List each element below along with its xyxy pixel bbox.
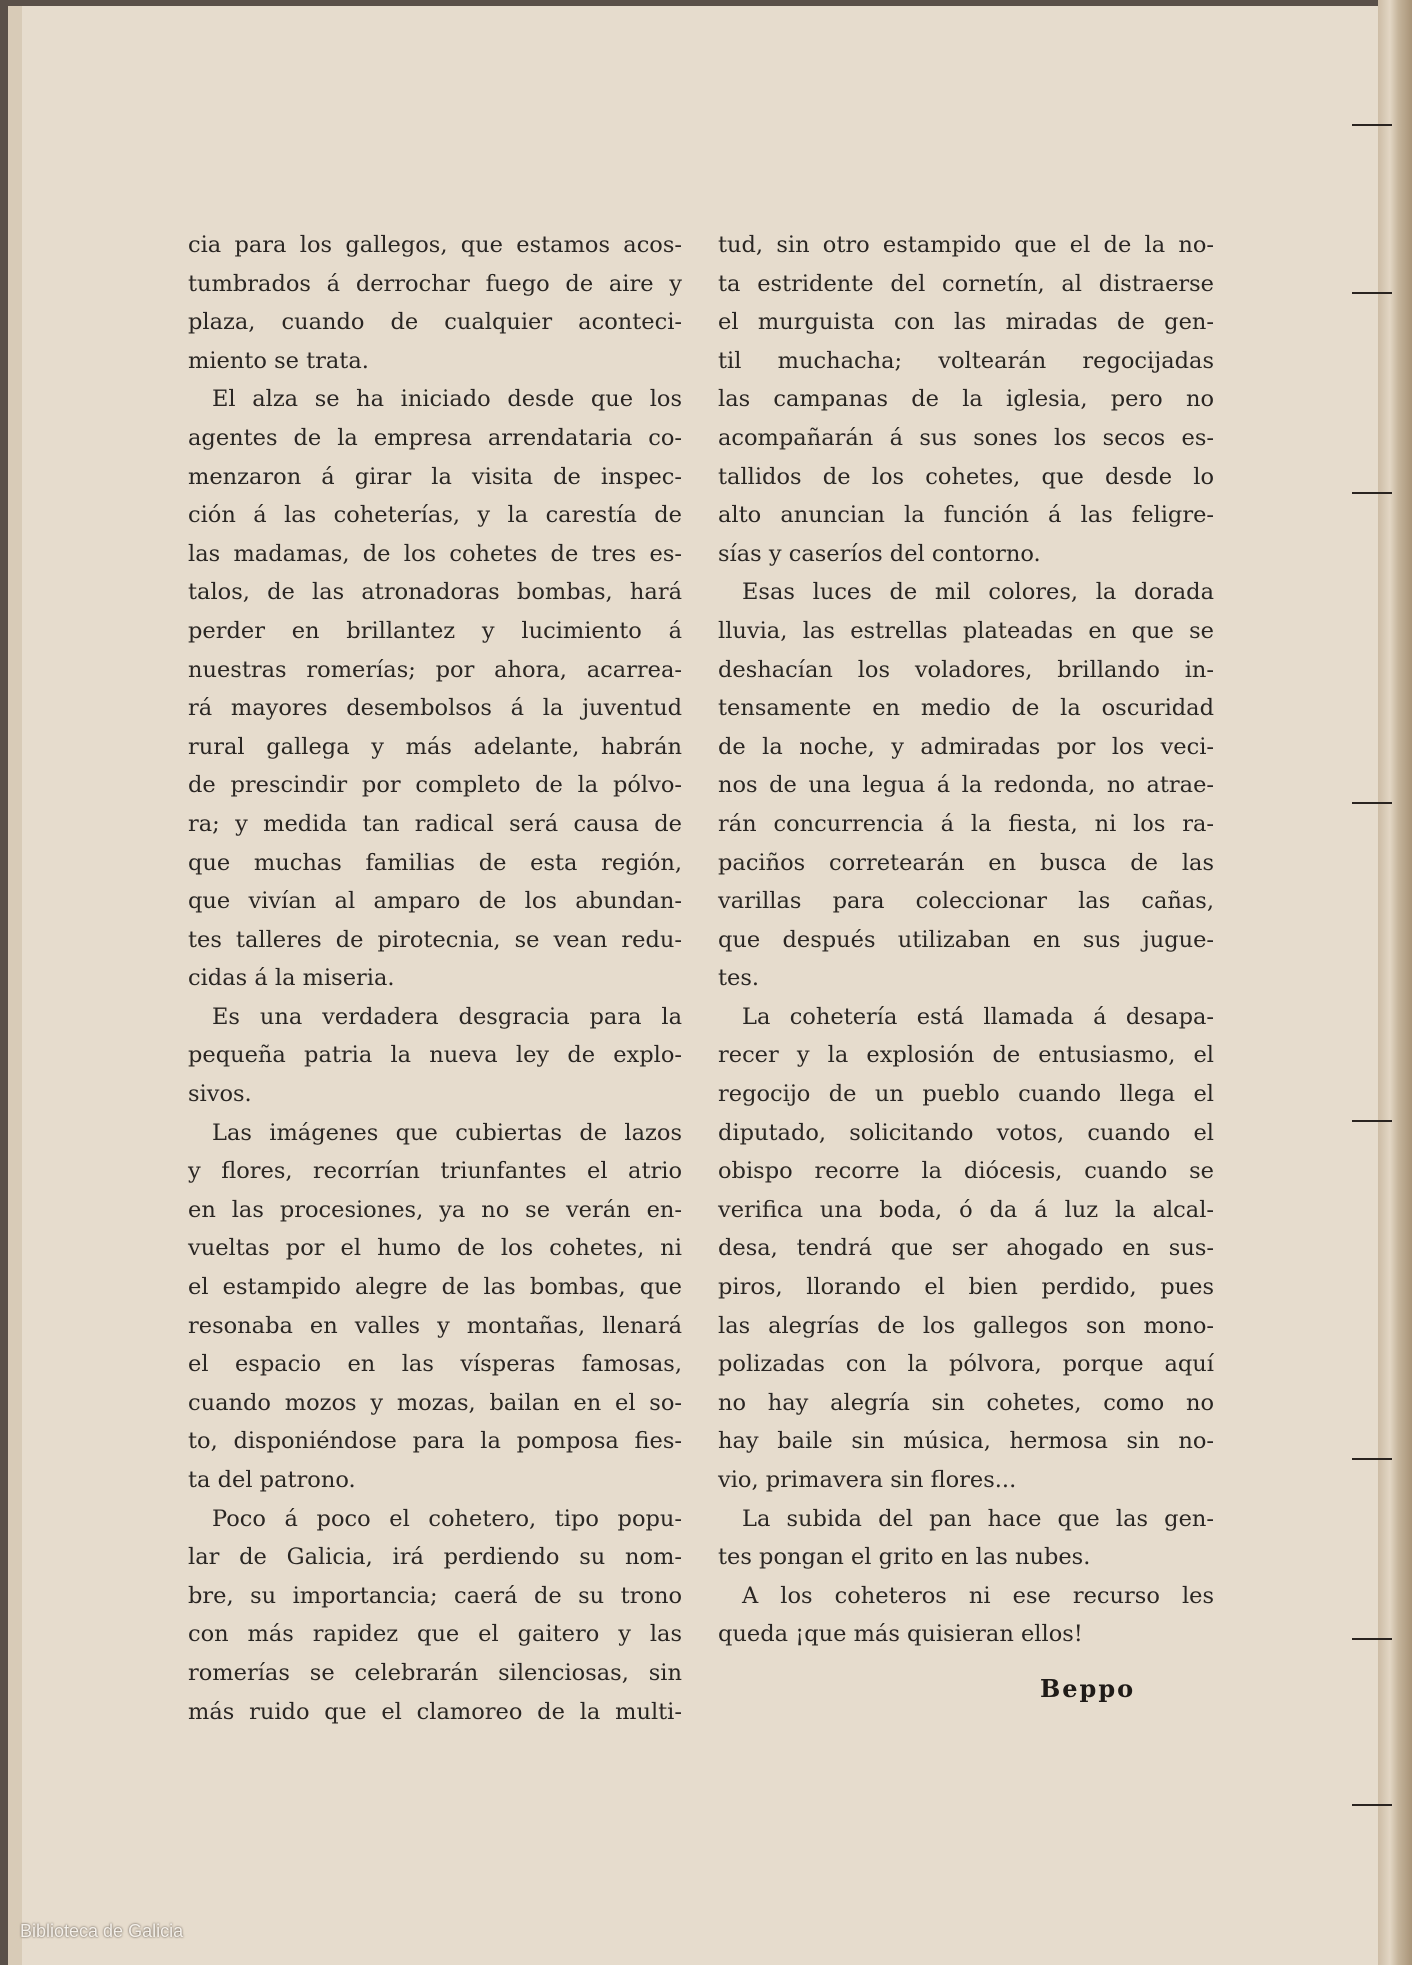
text-line: alto anuncian la función á las feligre- xyxy=(718,502,1214,529)
text-line: que después utilizaban en sus jugue- xyxy=(718,926,1214,953)
text-line: tallidos de los cohetes, que desde lo xyxy=(718,463,1214,490)
text-line: tensamente en medio de la oscuridad xyxy=(718,695,1214,722)
binding-edge xyxy=(1378,0,1412,1965)
binding-stitch xyxy=(1352,124,1392,126)
text-line: las campanas de la iglesia, pero no xyxy=(718,386,1214,413)
text-line: tes. xyxy=(718,965,760,992)
text-line: resonaba en valles y montañas, llenará xyxy=(188,1312,682,1339)
text-column-left xyxy=(188,226,682,1731)
text-line: el murguista con las miradas de gen- xyxy=(718,309,1214,336)
text-line: acompañarán á sus sones los secos es- xyxy=(718,424,1214,451)
binding-stitch xyxy=(1352,802,1392,804)
text-line: polizadas con la pólvora, porque aquí xyxy=(718,1351,1214,1378)
text-line: miento se trata. xyxy=(188,347,369,374)
text-line: Esas luces de mil colores, la dorada xyxy=(742,579,1214,606)
author-signature: Beppo xyxy=(1040,1674,1136,1703)
text-line: ra; y medida tan radical será causa de xyxy=(188,810,682,837)
text-line: hay baile sin música, hermosa sin no- xyxy=(718,1428,1214,1455)
text-line: tud, sin otro estampido que el de la no- xyxy=(718,232,1214,258)
text-line: ta del patrono. xyxy=(188,1467,356,1493)
text-line: El alza se ha iniciado desde que los xyxy=(212,386,682,413)
text-line: menzaron á girar la visita de inspec- xyxy=(188,463,682,490)
text-line: las alegrías de los gallegos son mono- xyxy=(718,1312,1214,1339)
text-line: tumbrados á derrochar fuego de aire y xyxy=(188,270,682,297)
text-line: lar de Galicia, irá perdiendo su nom- xyxy=(188,1544,682,1571)
text-line: tes pongan el grito en las nubes. xyxy=(718,1544,1091,1571)
text-line: to, disponiéndose para la pomposa fies- xyxy=(188,1428,682,1455)
text-line: el espacio en las vísperas famosas, xyxy=(188,1351,682,1378)
binding-stitch xyxy=(1352,292,1392,294)
text-line: no hay alegría sin cohetes, como no xyxy=(718,1389,1214,1416)
text-line: nuestras romerías; por ahora, acarrea- xyxy=(188,656,682,683)
text-line: vio, primavera sin flores... xyxy=(718,1467,1017,1493)
text-line: Las imágenes que cubiertas de lazos xyxy=(212,1119,682,1146)
text-line: desa, tendrá que ser ahogado en sus- xyxy=(718,1235,1214,1262)
text-line: plaza, cuando de cualquier aconteci- xyxy=(188,309,682,336)
binding-stitch xyxy=(1352,1638,1392,1640)
text-line: La subida del pan hace que las gen- xyxy=(742,1505,1214,1532)
text-line: ta estridente del cornetín, al distraerse xyxy=(718,270,1214,297)
text-line: Poco á poco el cohetero, tipo popu- xyxy=(212,1505,682,1532)
text-line: talos, de las atronadoras bombas, hará xyxy=(188,579,682,606)
library-watermark: Biblioteca de Galicia xyxy=(20,1921,184,1941)
text-line: Es una verdadera desgracia para la xyxy=(212,1003,682,1030)
text-line: sías y caseríos del contorno. xyxy=(718,540,1041,567)
text-line: rural gallega y más adelante, habrán xyxy=(188,733,682,760)
text-line: con más rapidez que el gaitero y las xyxy=(188,1621,682,1648)
text-line: agentes de la empresa arrendataria co- xyxy=(188,424,682,451)
text-line: paciños corretearán en busca de las xyxy=(718,849,1214,876)
text-line: sivos. xyxy=(188,1081,252,1108)
text-line: lluvia, las estrellas plateadas en que se xyxy=(718,617,1214,644)
text-line: regocijo de un pueblo cuando llega el xyxy=(718,1081,1214,1108)
binding-stitch xyxy=(1352,1804,1392,1806)
text-line: pequeña patria la nueva ley de explo- xyxy=(188,1042,682,1069)
text-line: recer y la explosión de entusiasmo, el xyxy=(718,1042,1214,1069)
text-line: tes talleres de pirotecnia, se vean redu- xyxy=(188,926,682,953)
text-line: verifica una boda, ó da á luz la alcal- xyxy=(718,1196,1214,1223)
text-line: perder en brillantez y lucimiento á xyxy=(188,617,682,644)
text-line: y flores, recorrían triunfantes el atrio xyxy=(188,1158,682,1185)
text-line: que muchas familias de esta región, xyxy=(188,849,682,876)
binding-stitch xyxy=(1352,492,1392,494)
text-line: las madamas, de los cohetes de tres es- xyxy=(188,540,682,567)
text-line: rá mayores desembolsos á la juventud xyxy=(188,695,682,722)
text-line: cia para los gallegos, que estamos acos- xyxy=(188,232,682,258)
text-line: deshacían los voladores, brillando in- xyxy=(718,656,1214,683)
binding-stitch xyxy=(1352,1458,1392,1460)
text-line: A los coheteros ni ese recurso les xyxy=(742,1582,1214,1609)
text-line: cuando mozos y mozas, bailan en el so- xyxy=(188,1389,682,1416)
text-line: vueltas por el humo de los cohetes, ni xyxy=(188,1235,682,1262)
text-line: diputado, solicitando votos, cuando el xyxy=(718,1119,1214,1146)
text-line: romerías se celebrarán silenciosas, sin xyxy=(188,1659,682,1686)
text-line: bre, su importancia; caerá de su trono xyxy=(188,1582,682,1609)
text-line: nos de una legua á la redonda, no atrae- xyxy=(718,772,1214,799)
text-line: piros, llorando el bien perdido, pues xyxy=(718,1274,1214,1301)
text-line: La cohetería está llamada á desapa- xyxy=(742,1003,1214,1030)
binding-stitch xyxy=(1352,1120,1392,1122)
text-line: ción á las coheterías, y la carestía de xyxy=(188,502,682,529)
text-line: queda ¡que más quisieran ellos! xyxy=(718,1621,1083,1648)
text-line: cidas á la miseria. xyxy=(188,965,395,992)
text-line: en las procesiones, ya no se verán en- xyxy=(188,1196,682,1223)
text-line: rán concurrencia á la fiesta, ni los ra- xyxy=(718,810,1214,837)
text-line: que vivían al amparo de los abundan- xyxy=(188,888,682,915)
text-line: el estampido alegre de las bombas, que xyxy=(188,1274,682,1301)
text-line: til muchacha; voltearán regocijadas xyxy=(718,347,1214,374)
text-line: de prescindir por completo de la pólvo- xyxy=(188,772,682,799)
text-line: de la noche, y admiradas por los veci- xyxy=(718,733,1214,760)
text-line: más ruido que el clamoreo de la multi- xyxy=(188,1698,682,1725)
text-line: obispo recorre la diócesis, cuando se xyxy=(718,1158,1214,1185)
text-line: varillas para coleccionar las cañas, xyxy=(718,888,1214,915)
text-column-right xyxy=(718,226,1214,1654)
